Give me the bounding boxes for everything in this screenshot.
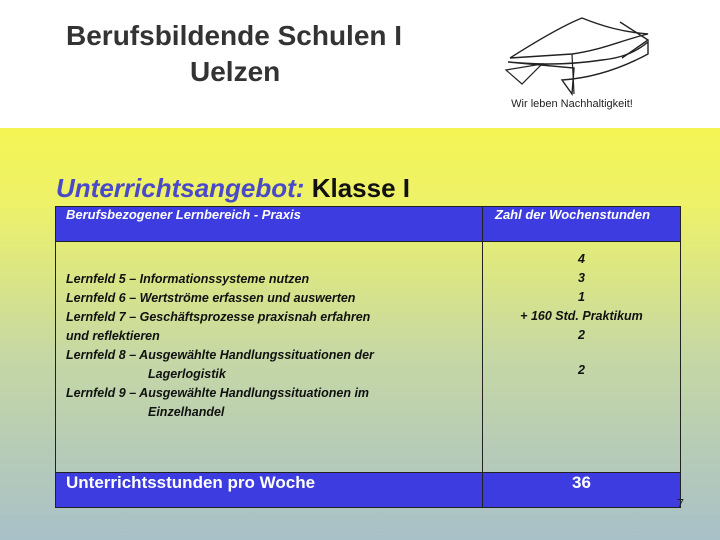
lernfeld-line: Lernfeld 9 – Ausgewählte Handlungssituationen im: [66, 386, 370, 400]
lernfeld-line: Lagerlogistik: [148, 367, 226, 381]
school-logo: [498, 14, 658, 114]
hours-value: 2: [578, 328, 585, 342]
lernfeld-line: Lernfeld 6 – Wertströme erfassen und auswerten: [66, 291, 356, 305]
section-title-klasse: Klasse I: [311, 173, 410, 203]
footer-total: 36: [483, 473, 681, 508]
header-lernbereich: Berufsbezogener Lernbereich - Praxis: [56, 207, 483, 242]
hours-value: 4: [578, 252, 585, 266]
slogan: Wir leben Nachhaltigkeit!: [511, 98, 633, 110]
table-footer-row: [56, 473, 681, 508]
section-title-label: Unterrichtsangebot:: [56, 173, 305, 203]
hours-value: + 160 Std. Praktikum: [520, 309, 643, 323]
lernfeld-line: Lernfeld 7 – Geschäftsprozesse praxisnah erfahren: [66, 310, 371, 324]
lernfeld-line: Lernfeld 8 – Ausgewählte Handlungssituationen der: [66, 348, 374, 362]
footer-label: Unterrichtsstunden pro Woche: [56, 473, 483, 508]
spacer: [483, 345, 680, 361]
hours-cell: [483, 242, 681, 473]
table-body-row: [56, 242, 681, 473]
page-number: 7: [676, 496, 684, 511]
header-wochenstunden: Zahl der Wochenstunden: [483, 207, 681, 242]
hours-value: 3: [578, 271, 585, 285]
school-title: [66, 18, 426, 90]
header-band: [0, 0, 720, 128]
table-header-row: [56, 207, 681, 242]
hours-value: 1: [578, 290, 585, 304]
lernfelder-cell: [56, 242, 483, 473]
school-title-line1: Berufsbildende Schulen I: [66, 20, 403, 51]
hours-value: 2: [578, 363, 585, 377]
lernbereich-table: [55, 206, 681, 508]
lernfeld-line: Lernfeld 5 – Informationssysteme nutzen: [66, 272, 310, 286]
lernfeld-line: und reflektieren: [66, 329, 160, 343]
lernfeld-line: Einzelhandel: [148, 405, 225, 419]
school-logo-icon: [502, 14, 650, 96]
section-title: [56, 172, 410, 204]
school-title-line2: Uelzen: [190, 56, 281, 87]
